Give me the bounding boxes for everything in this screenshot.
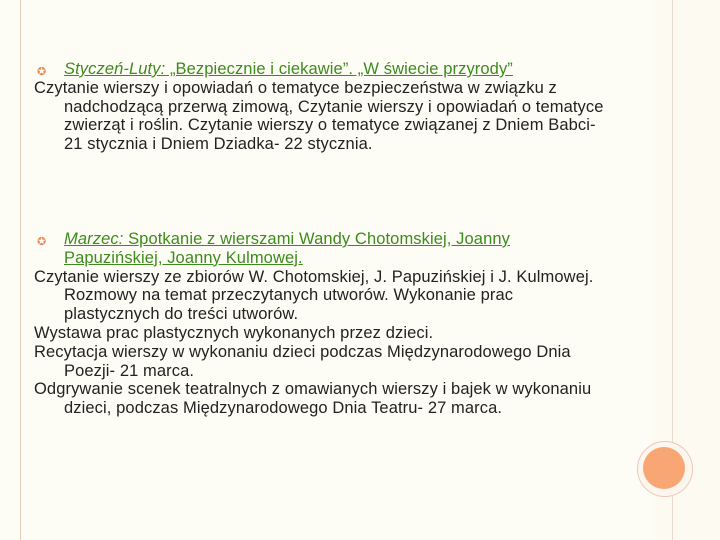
diamond-bullet-icon: ✪ [37,66,47,78]
left-decorative-line [20,0,21,540]
paragraph: Wystawa prac plastycznych wykonanych przez dzieci. [34,323,434,342]
decorative-circle-fill [643,447,685,489]
section-heading-desc: „Bezpiecznie i ciekawie”. „W świecie przyrody” [165,60,513,78]
section-heading-desc: Spotkanie z wierszami Wandy Chotomskiej, Joanny Papuzińskiej, Joanny Kulmowej. [64,230,510,267]
section-heading-label: Styczeń-Luty: [64,60,166,78]
section-heading [34,60,604,79]
section-heading [34,230,604,268]
paragraph: Czytanie wierszy i opowiadań o tematyce bezpieczeństwa w związku z nadchodzącą przerwą zimową, Czytanie wierszy i opowiadań o tematyce zwierząt i roślin. Czytanie wierszy o tematyce związanej z Dniem Babci- 21 stycznia i Dniem Dziadka- 22 stycznia. [34,78,604,154]
section-marzec [34,230,604,418]
paragraph: Recytacja wierszy w wykonaniu dzieci podczas Międzynarodowego Dnia Poezji- 21 marca. [34,342,571,380]
paragraph: Odgrywanie scenek teatralnych z omawianych wierszy i bajek w wykonaniu dzieci, podczas Międzynarodowego Dnia Teatru- 27 marca. [34,380,592,418]
section-styczen-luty [34,60,604,154]
diamond-bullet-icon: ✪ [37,236,47,248]
paragraph: Czytanie wierszy ze zbiorów W. Chotomskiej, J. Papuzińskiej i J. Kulmowej. Rozmowy na temat przeczytanych utworów. Wykonanie prac plastycznych do treści utworów. [34,267,594,324]
section-heading-label: Marzec: [64,230,124,248]
